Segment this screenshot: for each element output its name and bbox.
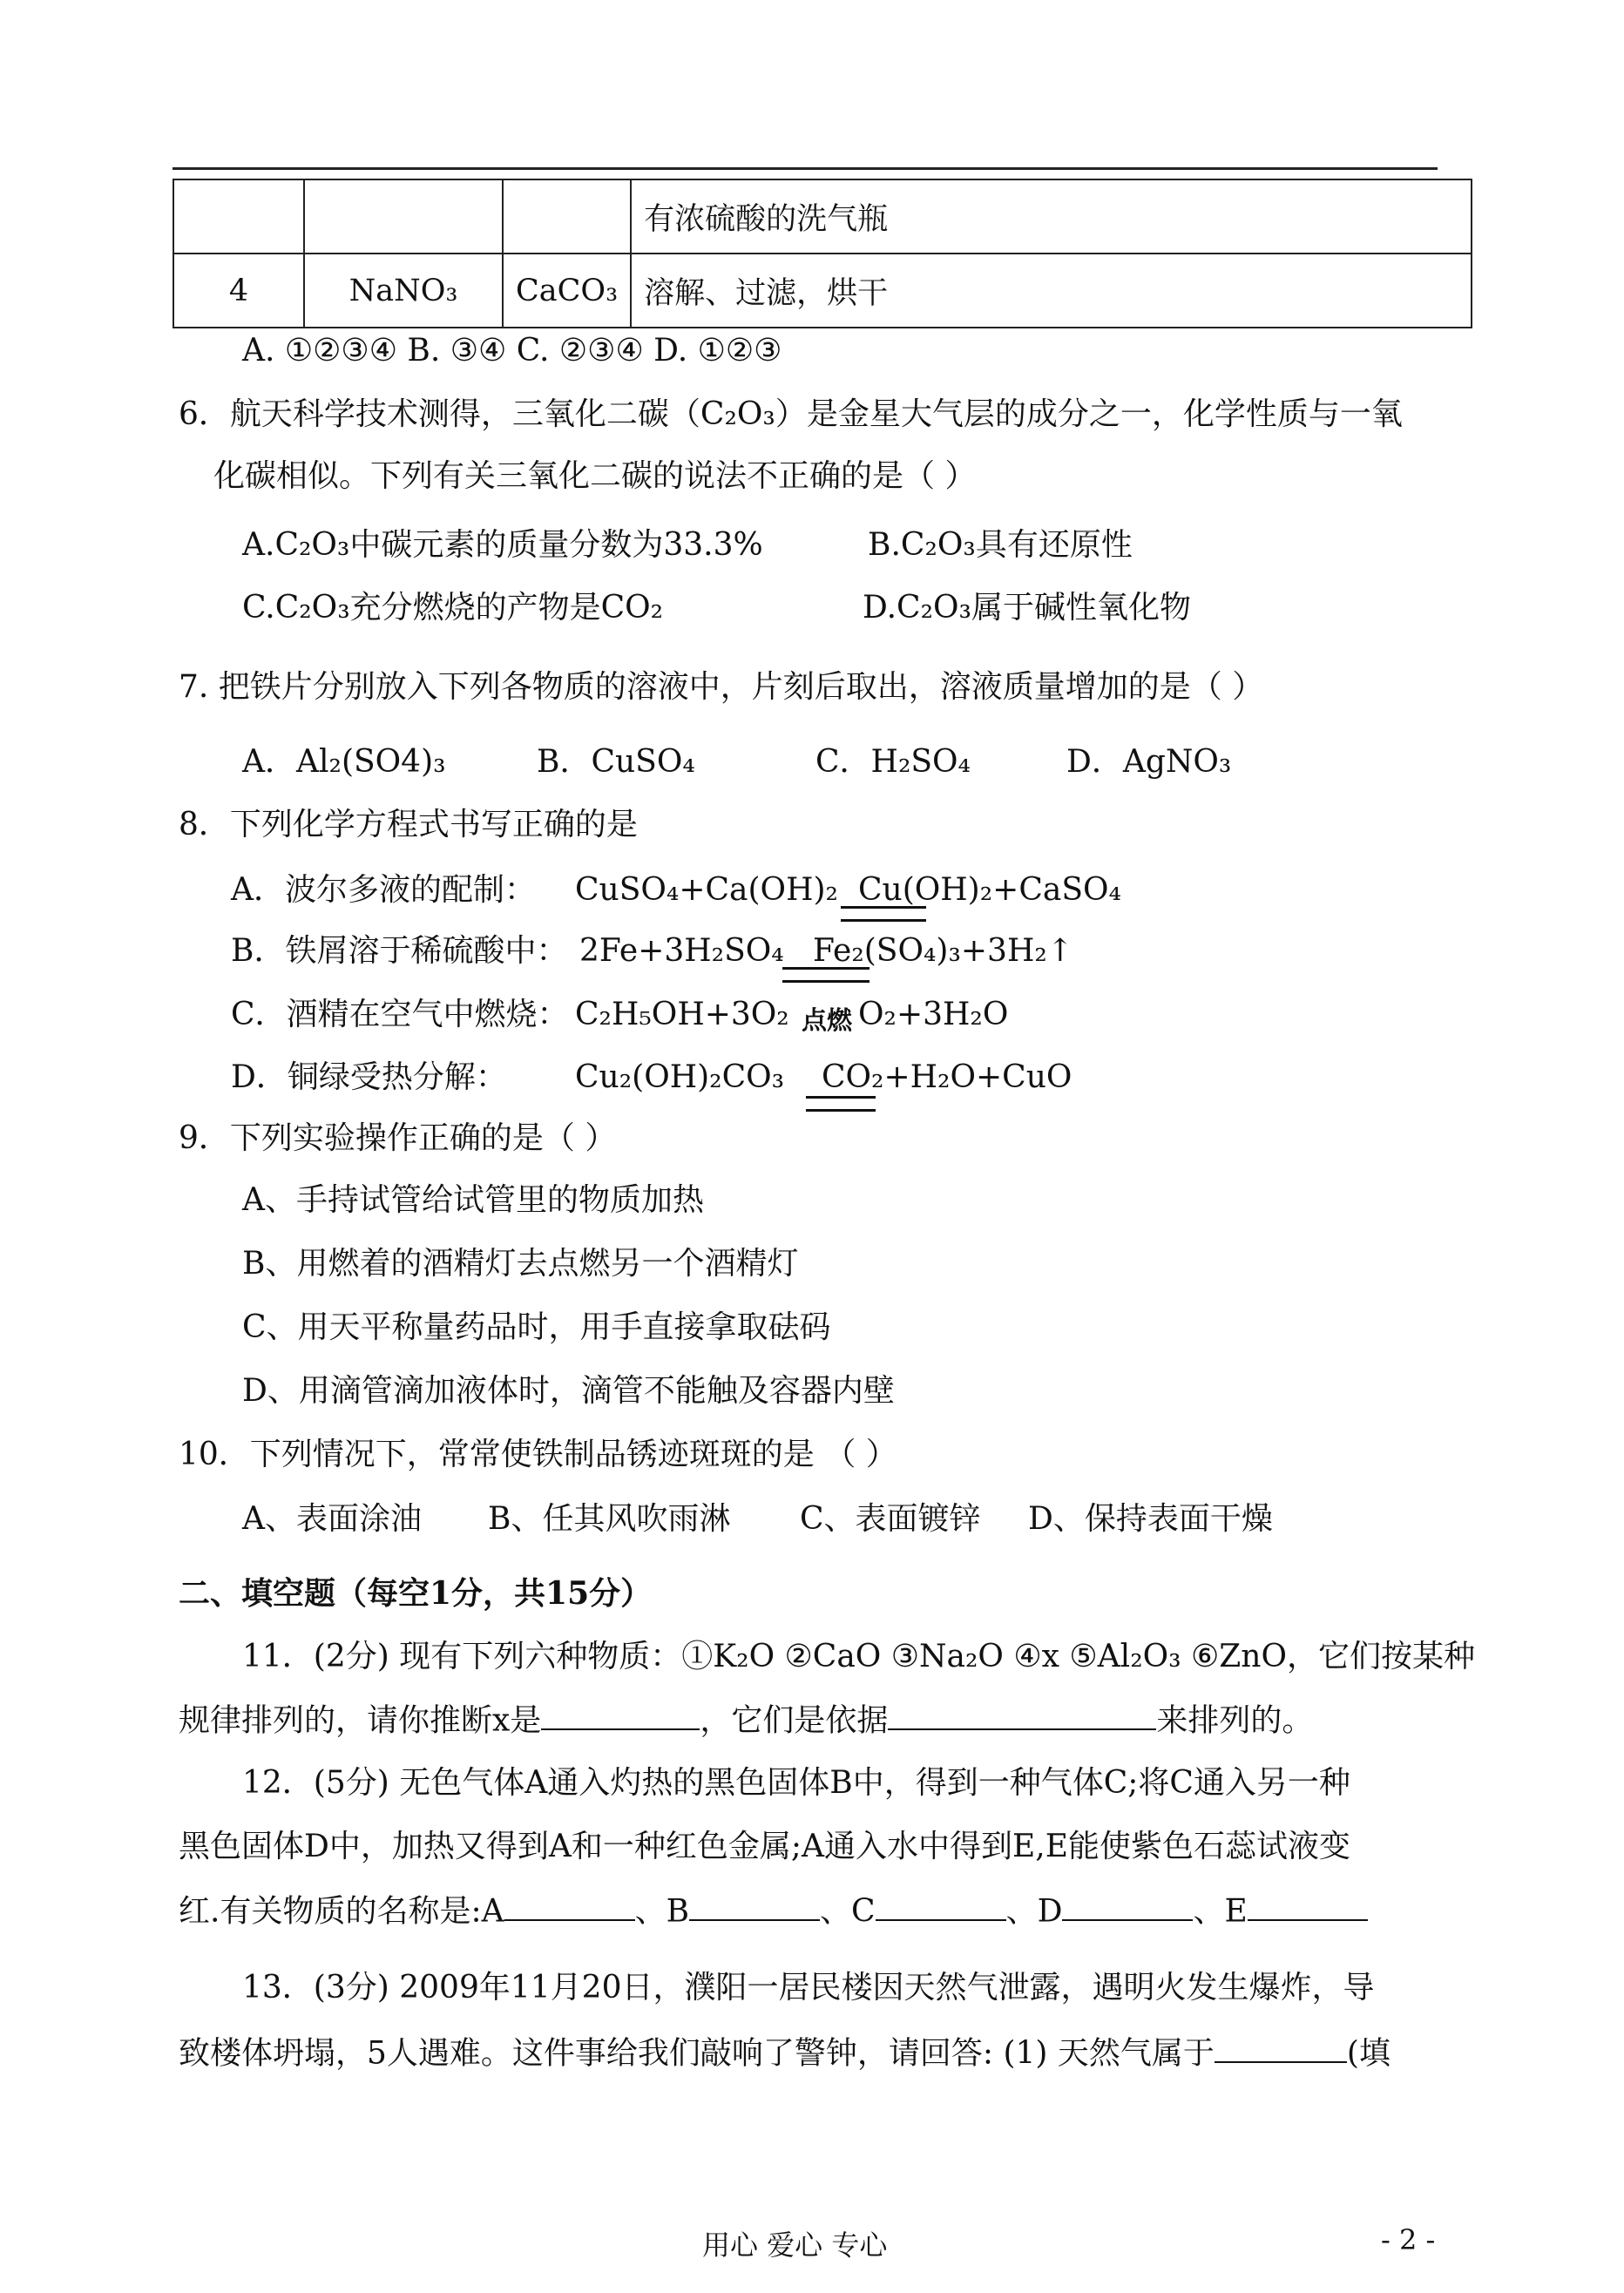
q8-a-reactants: CuSO₄+Ca(OH)₂ bbox=[575, 872, 838, 908]
q12-text-d: 、D bbox=[1005, 1893, 1063, 1930]
q6-option-c: C.C₂O₃充分燃烧的产物是CO₂ bbox=[242, 590, 664, 626]
q10-option-c: C、表面镀锌 bbox=[800, 1501, 981, 1537]
answer-blank[interactable] bbox=[876, 1891, 1006, 1921]
table-cell: CaCO₃ bbox=[503, 254, 631, 328]
table-cell: NaNO₃ bbox=[304, 254, 503, 328]
q9-option-a: A、手持试管给试管里的物质加热 bbox=[242, 1182, 704, 1218]
q11-line2 bbox=[179, 1701, 1313, 1740]
q6-option-a: A.C₂O₃中碳元素的质量分数为33.3% bbox=[242, 527, 763, 563]
answer-blank[interactable] bbox=[1215, 2033, 1347, 2063]
q8-b-products: Fe₂(SO₄)₃+3H₂↑ bbox=[813, 933, 1073, 969]
q11-text-c: 来排列的。 bbox=[1156, 1702, 1314, 1739]
q13-text-b: (填 bbox=[1346, 2035, 1391, 2072]
table-cell bbox=[304, 179, 503, 254]
previous-question-table bbox=[173, 179, 1472, 328]
q9-stem: 9．下列实验操作正确的是（ ） bbox=[179, 1120, 617, 1156]
answer-blank[interactable] bbox=[541, 1701, 700, 1730]
q10-option-d: D、保持表面干燥 bbox=[1028, 1501, 1273, 1537]
q8-c-reactants: C₂H₅OH+3O₂ bbox=[575, 997, 789, 1032]
q8-d-products: CO₂+H₂O+CuO bbox=[822, 1059, 1073, 1095]
q7-option-a: A．Al₂(SO4)₃ bbox=[242, 744, 446, 780]
q6-stem-line2: 化碳相似。下列有关三氧化二碳的说法不正确的是（ ） bbox=[213, 458, 977, 494]
answer-blank[interactable] bbox=[888, 1701, 1156, 1730]
q10-option-a: A、表面涂油 bbox=[242, 1501, 422, 1537]
q12-text-a: 红.有关物质的名称是:A bbox=[179, 1893, 504, 1930]
header-rule bbox=[173, 167, 1438, 170]
table-row bbox=[173, 254, 1472, 328]
footer-motto: 用心 爱心 专心 bbox=[702, 2229, 888, 2262]
q9-option-b: B、用燃着的酒精灯去点燃另一个酒精灯 bbox=[242, 1246, 799, 1282]
q9-option-c: C、用天平称量药品时，用手直接拿取砝码 bbox=[242, 1309, 831, 1345]
q13-line2 bbox=[179, 2033, 1391, 2073]
q7-stem: 7. 把铁片分别放入下列各物质的溶液中，片刻后取出，溶液质量增加的是（ ） bbox=[179, 669, 1264, 705]
q7-option-c: C．H₂SO₄ bbox=[815, 744, 971, 780]
q11-line1: 11．(2分) 现有下列六种物质：①K₂O ②CaO ③Na₂O ④x ⑤Al₂O₃ ⑥ZnO，它们按某种 bbox=[242, 1639, 1476, 1674]
condition-ignite: 点燃 bbox=[800, 1001, 854, 1037]
q12-text-e: 、E bbox=[1193, 1893, 1248, 1930]
q8-b-reactants: 2Fe+3H₂SO₄ bbox=[579, 933, 784, 969]
q8-stem: 8．下列化学方程式书写正确的是 bbox=[179, 807, 638, 842]
q11-text-a: 规律排列的，请你推断x是 bbox=[179, 1702, 542, 1739]
equals-sign bbox=[806, 1096, 876, 1112]
q12-text-b: 、B bbox=[634, 1893, 690, 1930]
answer-blank[interactable] bbox=[504, 1891, 635, 1921]
answer-blank[interactable] bbox=[1248, 1891, 1368, 1921]
page-number: - 2 - bbox=[1381, 2223, 1436, 2256]
answer-blank[interactable] bbox=[1062, 1891, 1193, 1921]
q12-line1: 12．(5分) 无色气体A通入灼热的黑色固体B中，得到一种气体C;将C通入另一种 bbox=[242, 1765, 1350, 1801]
table-cell bbox=[173, 179, 304, 254]
q8-c-label: C．酒精在空气中燃烧： bbox=[231, 997, 569, 1032]
q6-option-b: B.C₂O₃具有还原性 bbox=[868, 527, 1133, 563]
q12-text-c: 、C bbox=[820, 1893, 876, 1930]
q12-line3 bbox=[179, 1891, 1368, 1931]
section-title: 二、填空题（每空1分，共15分） bbox=[179, 1575, 653, 1612]
q13-line1: 13．(3分) 2009年11月20日，濮阳一居民楼因天然气泄露，遇明火发生爆炸，导 bbox=[242, 1970, 1375, 2006]
q13-text-a: 致楼体坍塌，5人遇难。这件事给我们敲响了警钟，请回答: (1) 天然气属于 bbox=[179, 2035, 1215, 2072]
q8-d-reactants: Cu₂(OH)₂CO₃ bbox=[575, 1059, 785, 1095]
q8-a-label: A．波尔多液的配制： bbox=[231, 872, 536, 908]
q8-b-label: B．铁屑溶于稀硫酸中： bbox=[231, 933, 568, 969]
q6-stem-line1: 6．航天科学技术测得，三氧化二碳（C₂O₃）是金星大气层的成分之一，化学性质与一氧 bbox=[179, 396, 1403, 432]
q5-options: A. ①②③④ B. ③④ C. ②③④ D. ①②③ bbox=[242, 333, 782, 369]
table-row bbox=[173, 179, 1472, 254]
q10-option-b: B、任其风吹雨淋 bbox=[488, 1501, 731, 1537]
q11-text-b: ，它们是依据 bbox=[700, 1702, 889, 1739]
q8-c-products: O₂+3H₂O bbox=[858, 997, 1009, 1032]
table-cell: 溶解、过滤，烘干 bbox=[631, 254, 1472, 328]
q6-option-d: D.C₂O₃属于碱性氧化物 bbox=[863, 590, 1191, 626]
q9-option-d: D、用滴管滴加液体时，滴管不能触及容器内壁 bbox=[242, 1373, 895, 1409]
table-cell: 4 bbox=[173, 254, 304, 328]
q7-option-b: B．CuSO₄ bbox=[537, 744, 695, 780]
q8-d-label: D．铜绿受热分解： bbox=[231, 1059, 507, 1095]
q7-option-d: D．AgNO₃ bbox=[1066, 744, 1232, 780]
table-cell bbox=[503, 179, 631, 254]
answer-blank[interactable] bbox=[689, 1891, 820, 1921]
q12-line2: 黑色固体D中，加热又得到A和一种红色金属;A通入水中得到E,E能使紫色石蕊试液变 bbox=[179, 1829, 1350, 1864]
q8-a-products: Cu(OH)₂+CaSO₄ bbox=[858, 872, 1121, 908]
q10-stem: 10．下列情况下，常常使铁制品锈迹斑斑的是 （ ） bbox=[179, 1437, 897, 1472]
table-cell: 有浓硫酸的洗气瓶 bbox=[631, 179, 1472, 254]
